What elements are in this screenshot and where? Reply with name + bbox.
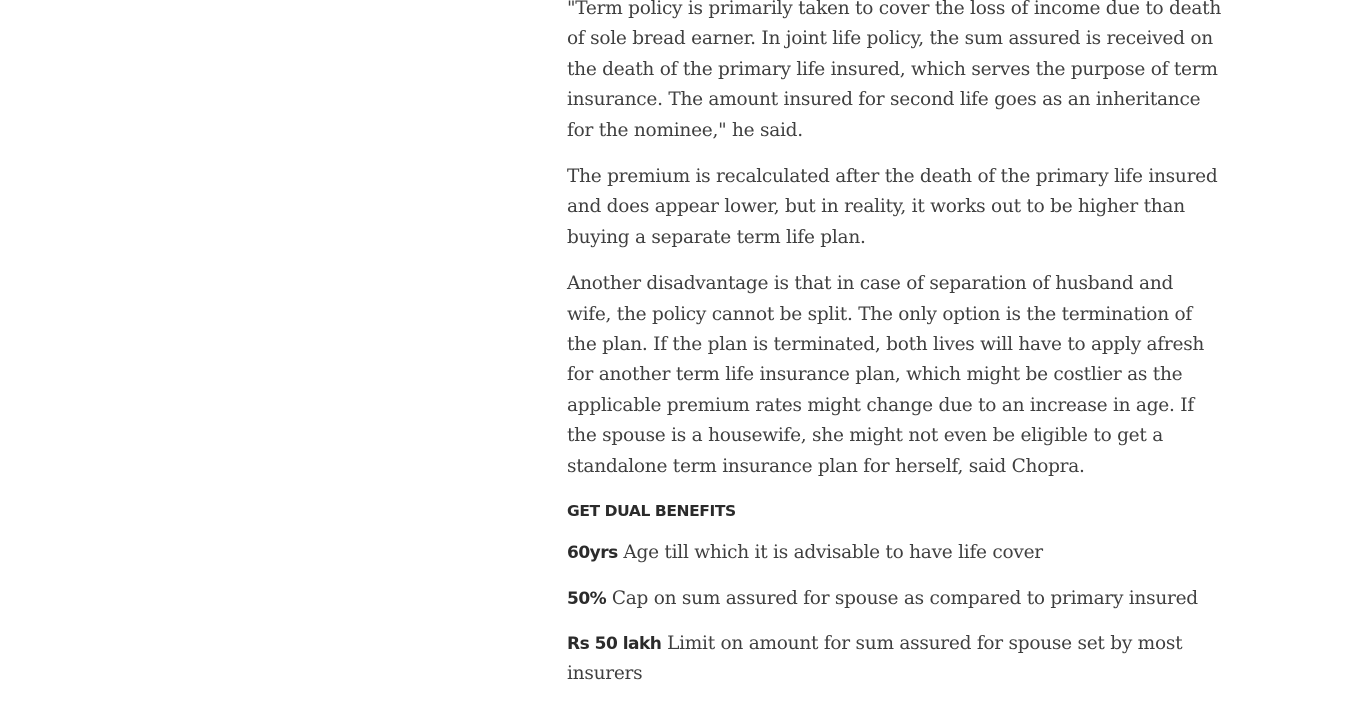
fact-figure: 50% (567, 588, 607, 609)
article-body (567, 0, 1222, 705)
fact-text: Cap on sum assured for spouse as compared to primary insured (611, 587, 1198, 609)
fact-item (567, 629, 1222, 690)
fact-figure: Rs 50 lakh (567, 633, 662, 654)
article-paragraph: Another disadvantage is that in case of separation of husband and wife, the policy cannot be split. The only option is the termination of the plan. If the plan is terminated, both lives will have to apply afresh for another term life insurance plan, which might be costlier as the applicable premium rates might change due to an increase in age. If the spouse is a housewife, she might not even be eligible to get a standalone term insurance plan for herself, said Chopra. (567, 273, 1205, 477)
article-paragraph: "Term policy is primarily taken to cover the loss of income due to death of sole bread earner. In joint life policy, the sum assured is received on the death of the primary life insured, which serves the purpose of term insurance. The amount insured for second life goes as an inheritance for the nominee," he said. (567, 0, 1221, 141)
fact-text: Limit on amount for sum assured for spouse set by most insurers (567, 632, 1183, 685)
fact-figure: 60yrs (567, 543, 618, 564)
fact-text: Age till which it is advisable to have life cover (623, 542, 1043, 564)
section-heading: GET DUAL BENEFITS (567, 502, 736, 521)
article-paragraph: The premium is recalculated after the death of the primary life insured and does appear lower, but in reality, it works out to be higher than buying a separate term life plan. (567, 166, 1218, 248)
fact-item (567, 584, 1222, 614)
fact-item (567, 538, 1222, 568)
